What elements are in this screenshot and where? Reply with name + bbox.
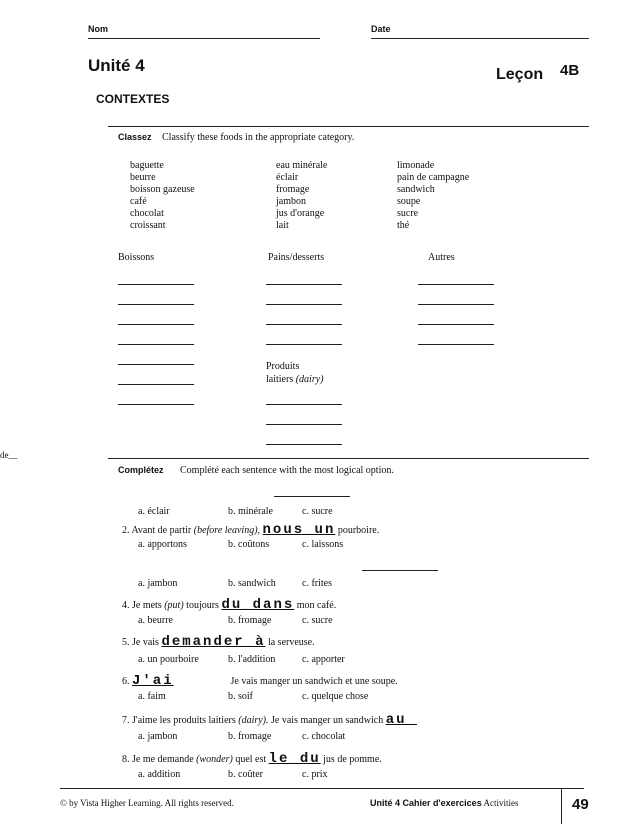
answer-line[interactable] [274,496,350,497]
answer-line[interactable] [418,304,494,305]
list-item: croissant [130,220,166,231]
classez-instruction: Classify these foods in the appropriate category. [162,132,355,143]
q6-answer: J'ai [132,673,174,689]
footer-rule [60,788,584,789]
list-item: sandwich [397,184,435,195]
q8-answer: le_du [268,751,321,767]
answer-line[interactable] [418,284,494,285]
q5-option-a[interactable]: a. un pourboire [138,654,199,665]
answer-line[interactable] [118,364,194,365]
answer-line[interactable] [118,304,194,305]
q1-option-a[interactable]: a. éclair [138,506,170,517]
answer-line[interactable] [418,324,494,325]
answer-line[interactable] [418,344,494,345]
category-boissons: Boissons [118,252,155,263]
list-item: chocolat [130,208,164,219]
answer-line[interactable] [362,570,438,571]
q2-option-b[interactable]: b. coûtons [228,539,270,550]
q6-option-b[interactable]: b. soif [228,691,253,702]
completez-instruction: Complété each sentence with the most logical option. [180,465,394,476]
q1-option-b[interactable]: b. minérale [228,506,273,517]
nom-label: Nom [88,24,108,34]
answer-line[interactable] [118,384,194,385]
answer-line[interactable] [266,324,342,325]
nom-field[interactable] [88,38,320,39]
list-item: thé [397,220,410,231]
answer-line[interactable] [266,424,342,425]
list-item: boisson gazeuse [130,184,195,195]
q7-option-c[interactable]: c. chocolat [302,731,346,742]
answer-line[interactable] [266,404,342,405]
food-list-col3 [397,160,469,232]
category-autres: Autres [428,252,455,263]
completez-heading: Complétez [118,465,164,475]
q6-sentence: 6. J'ai Je vais manger un sandwich et une soupe. [122,673,398,689]
q5-sentence: 5. Je vais demander_à la serveuse. [122,634,315,650]
q7-answer: au_ [385,712,417,728]
list-item: lait [276,220,289,231]
q4-answer: du_dans [221,597,295,613]
q3-option-c[interactable]: c. frites [302,578,332,589]
list-item: fromage [276,184,310,195]
q8-sentence: 8. Je me demande (wonder) quel est le_du jus de pomme. [122,751,382,767]
q3-option-b[interactable]: b. sandwich [228,578,276,589]
q4-option-a[interactable]: a. beurre [138,615,173,626]
list-item: sucre [397,208,419,219]
section-title: CONTEXTES [96,92,170,106]
answer-line[interactable] [266,304,342,305]
lesson-number: 4B [560,62,580,79]
answer-line[interactable] [118,344,194,345]
classez-heading: Classez [118,132,152,142]
answer-line[interactable] [266,344,342,345]
q6-option-c[interactable]: c. quelque chose [302,691,369,702]
answer-line[interactable] [266,284,342,285]
margin-mark: de__ [0,450,18,460]
q8-option-b[interactable]: b. coûter [228,769,263,780]
q5-answer: demander_à [161,634,266,650]
date-label: Date [371,24,391,34]
q5-option-b[interactable]: b. l'addition [228,654,276,665]
answer-line[interactable] [118,284,194,285]
q2-option-c[interactable]: c. laissons [302,539,344,550]
list-item: soupe [397,196,421,207]
q8-option-c[interactable]: c. prix [302,769,328,780]
list-item: café [130,196,147,207]
list-item: jambon [276,196,306,207]
q7-option-b[interactable]: b. fromage [228,731,272,742]
page-number: 49 [572,796,589,813]
list-item: beurre [130,172,156,183]
q2-option-a[interactable]: a. apportons [138,539,187,550]
q4-sentence: 4. Je mets (put) toujours du_dans mon café. [122,597,337,613]
category-produits-laitiers: Produits laitiers (dairy) [266,361,324,385]
list-item: limonade [397,160,435,171]
section-divider [108,126,589,127]
list-item: jus d'orange [276,208,325,219]
q4-option-c[interactable]: c. sucre [302,615,333,626]
food-list-col1 [130,160,195,232]
footer-divider [561,788,562,824]
q2-sentence: 2. Avant de partir (before leaving), nous_un pourboire. [122,522,380,538]
q2-answer: nous_un [262,522,336,538]
answer-line[interactable] [118,324,194,325]
q1-option-c[interactable]: c. sucre [302,506,333,517]
copyright: © by Vista Higher Learning. All rights reserved. [60,798,234,808]
q7-sentence: 7. J'aime les produits laitiers (dairy). Je vais manger un sandwich au_ [122,712,452,728]
q7-option-a[interactable]: a. jambon [138,731,178,742]
q6-option-a[interactable]: a. faim [138,691,166,702]
food-list-col2 [276,160,327,232]
answer-line[interactable] [266,444,342,445]
date-field[interactable] [371,38,589,39]
category-pains-desserts: Pains/desserts [268,252,325,263]
list-item: eau minérale [276,160,328,171]
lesson-label: Leçon [496,66,544,83]
answer-line[interactable] [118,404,194,405]
q3-option-a[interactable]: a. jambon [138,578,178,589]
section-divider [108,458,589,459]
q8-option-a[interactable]: a. addition [138,769,181,780]
unit-title: Unité 4 [88,56,145,75]
list-item: éclair [276,172,299,183]
q4-option-b[interactable]: b. fromage [228,615,272,626]
book-title: Unité 4 Cahier d'exercices Activities [370,798,519,808]
list-item: baguette [130,160,164,171]
q5-option-c[interactable]: c. apporter [302,654,345,665]
list-item: pain de campagne [397,172,470,183]
